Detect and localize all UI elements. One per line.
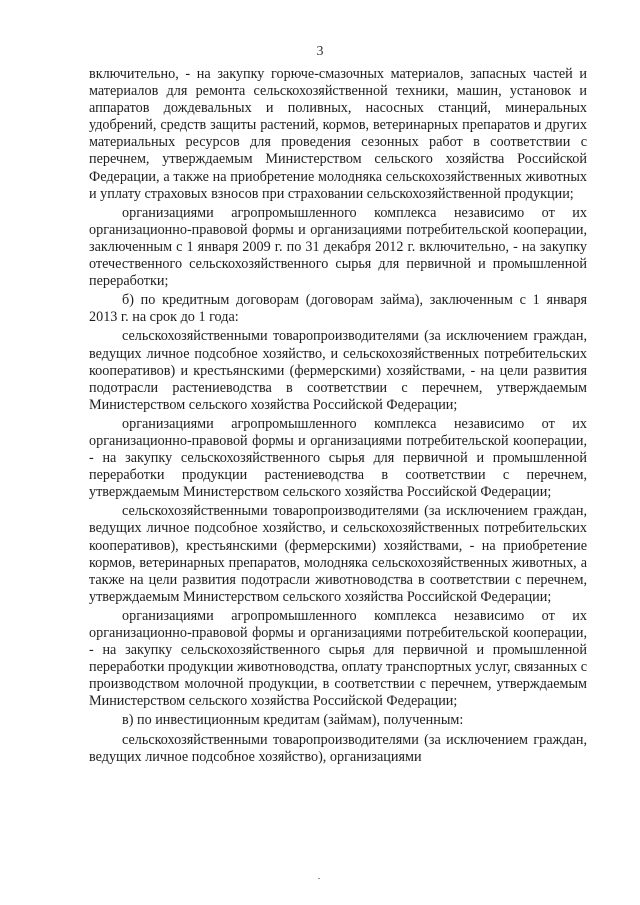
paragraph-item-b: б) по кредитным договорам (договорам займа), заключенным с 1 января 2013 г. на срок до 1 года:: [89, 292, 587, 326]
paragraph-producers-investment: сельскохозяйственными товаропроизводителями (за исключением граждан, ведущих личное подсобное хозяйство), организациями: [89, 731, 587, 765]
paragraph-item-v: в) по инвестиционным кредитам (займам), полученным:: [122, 712, 464, 729]
paragraph-producers-crops: сельскохозяйственными товаропроизводителями (за исключением граждан, ведущих личное подсобное хозяйство, и сельскохозяйственных потребительских кооперативов) и крестьянскими (фермерскими) хозяйствами, - на цели развития подотрасли растениеводства в соответствии с перечнем, утверждаемым Министерством сельского хозяйства Российской Федерации;: [89, 328, 587, 413]
scan-dot: [318, 878, 320, 879]
paragraph-continuation: включительно, - на закупку горюче-смазочных материалов, запасных частей и материалов для ремонта сельскохозяйственной техники, машин, установок и аппаратов дождевальных и поливных, насосных станций, минеральных удобрений, средств защиты растений, кормов, ветеринарных препаратов и других материальных ресурсов для проведения сезонных работ в соответствии с перечнем, утверждаемым Министерством сельского хозяйства Российской Федерации, а также на приобретение молодняка сельскохозяйственных животных и уплату страховых взносов при страховании сельскохозяйственной продукции;: [89, 66, 587, 202]
page-number: 3: [316, 44, 324, 59]
paragraph-agro-organizations-2009: организациями агропромышленного комплекса независимо от их организационно-правовой формы и организациями потребительской кооперации, заключенным с 1 января 2009 г. по 31 декабря 2012 г. включительно, - на закупку отечественного сельскохозяйственного сырья для первичной и промышленной переработки;: [89, 204, 587, 290]
document-body: [89, 66, 587, 768]
paragraph-agro-organizations-livestock: организациями агропромышленного комплекса независимо от их организационно-правовой формы и организациями потребительской кооперации, - на закупку сельскохозяйственного сырья для первичной и промышленной переработки продукции животноводства, оплату транспортных услуг, связанных с производством молочной продукции, в соответствии с перечнем, утверждаемым Министерством сельского хозяйства Российской Федерации;: [89, 607, 587, 710]
paragraph-agro-organizations-crops: организациями агропромышленного комплекса независимо от их организационно-правовой формы и организациями потребительской кооперации, - на закупку сельскохозяйственного сырья для первичной и промышленной переработки продукции растениеводства в соответствии с перечнем, утверждаемым Министерством сельского хозяйства Российской Федерации;: [89, 415, 587, 501]
paragraph-producers-livestock: сельскохозяйственными товаропроизводителями (за исключением граждан, ведущих личное подсобное хозяйство, и сельскохозяйственных потребительских кооперативов), крестьянскими (фермерскими) хозяйствами, - на приобретение кормов, ветеринарных препаратов, молодняка сельскохозяйственных животных, а также на цели развития подотрасли животноводства в соответствии с перечнем, утверждаемым Министерством сельского хозяйства Российской Федерации;: [89, 503, 587, 605]
